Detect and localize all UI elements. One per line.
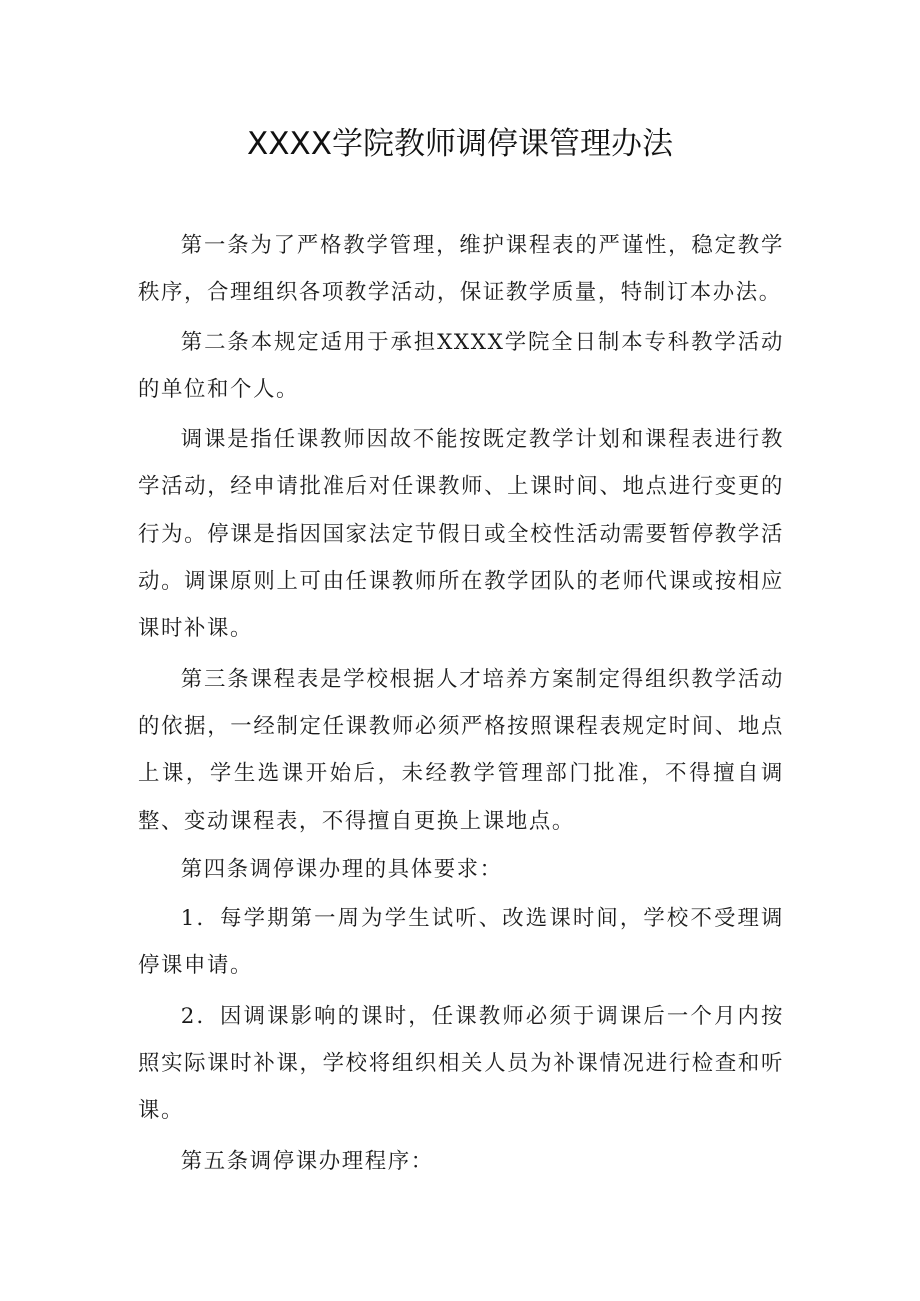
document-body [138, 222, 784, 1185]
paragraph-definition: 调课是指任课教师因故不能按既定教学计划和课程表进行教学活动，经申请批准后对任课教师、上课时间、地点进行变更的行为。停课是指因国家法定节假日或全校性活动需要暂停教学活动。调课原则上可由任课教师所在教学团队的老师代课或按相应课时补课。 [138, 427, 784, 642]
paragraph-article-4: 第四条调停课办理的具体要求： [180, 856, 503, 882]
list-item-requirement-1: 1．每学期第一周为学生试听、改选课时间，学校不受理调停课申请。 [138, 906, 784, 979]
paragraph-article-1: 第一条为了严格教学管理，维护课程表的严谨性，稳定教学秩序，合理组织各项教学活动，保证教学质量，特制订本办法。 [138, 233, 784, 306]
paragraph-article-3: 第三条课程表是学校根据人才培养方案制定得组织教学活动的依据，一经制定任课教师必须严格按照课程表规定时间、地点上课，学生选课开始后，未经教学管理部门批准，不得擅自调整、变动课程表，不得擅自更换上课地点。 [138, 666, 784, 834]
paragraph-article-2: 第二条本规定适用于承担XXXX学院全日制本专科教学活动的单位和个人。 [138, 329, 784, 402]
paragraph-article-5: 第五条调停课办理程序： [180, 1148, 434, 1174]
document-title: XXXX学院教师调停课管理办法 [247, 126, 673, 162]
list-item-requirement-2: 2．因调课影响的课时，任课教师必须于调课后一个月内按照实际课时补课，学校将组织相关人员为补课情况进行检查和听课。 [138, 1003, 784, 1124]
